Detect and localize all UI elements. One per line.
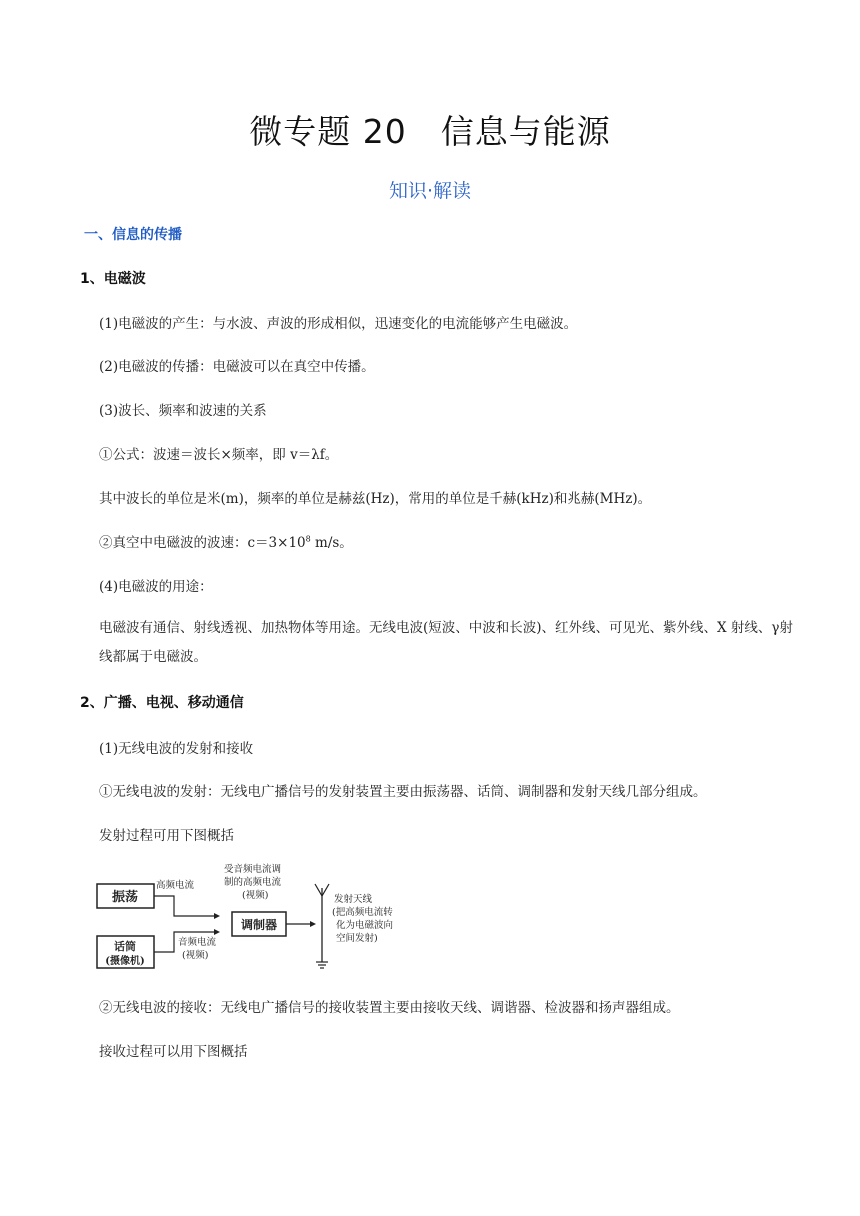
antenna-label-4: 空间发射) [336,933,378,944]
hf-connector [154,896,214,916]
paragraph: 其中波长的单位是米(m)，频率的单位是赫兹(Hz)，常用的单位是千赫(kHz)和兆赫(MHz)。 [99,491,652,507]
antenna-label-3: 化为电磁波向 [336,920,394,931]
paragraph: (4)电磁波的用途： [99,579,213,595]
page-subtitle: 知识·解读 [388,180,472,202]
arrow-icon [214,929,220,935]
paragraph: (2)电磁波的传播：电磁波可以在真空中传播。 [99,359,375,375]
exponent: 8 [305,534,311,544]
arrow-icon [214,913,220,919]
modulator-label: 调制器 [240,918,278,932]
paragraph: (1)无线电波的发射和接收 [99,741,254,757]
formula-paragraph: ①公式：波速＝波长×频率，即 v＝λf。 [99,447,339,463]
paragraph: 接收过程可以用下图概括 [99,1044,248,1060]
subsection-heading-broadcast: 2、广播、电视、移动通信 [80,695,244,711]
antenna-arm [315,884,322,896]
camera-label: (摄像机) [105,956,145,967]
page-title: 微专题 20 信息与能源 [249,112,611,151]
modulated-label-3: (视频) [242,890,269,901]
oscillator-label: 振荡 [111,890,139,905]
wave-speed-paragraph [99,531,353,551]
hf-current-label: 高频电流 [156,880,195,891]
paragraph: (1)电磁波的产生：与水波、声波的形成相似，迅速变化的电流能够产生电磁波。 [99,316,578,332]
antenna-label-1: 发射天线 [334,894,373,905]
section-heading-information: 一、信息的传播 [84,227,182,243]
af-current-label: 音频电流 [178,937,217,948]
arrow-icon [310,921,316,927]
antenna-label-2: (把高频电流转 [332,907,393,918]
subsection-heading-em-waves: 1、电磁波 [80,271,146,287]
paragraph: 发射过程可用下图概括 [99,828,234,844]
paragraph: (3)波长、频率和波速的关系 [99,403,267,419]
antenna-arm [322,884,329,896]
wave-speed-unit: m/s。 [310,535,353,551]
paragraph: ①无线电波的发射：无线电广播信号的发射装置主要由振荡器、话筒、调制器和发射天线几部分组成。 [99,784,707,800]
transmission-diagram [94,858,414,970]
wave-speed-text: ②真空中电磁波的波速：c＝3×10 [99,535,306,551]
modulated-label-1: 受音频电流调 [224,864,282,875]
modulated-label-2: 制的高频电流 [224,877,282,888]
paragraph: ②无线电波的接收：无线电广播信号的接收装置主要由接收天线、调谐器、检波器和扬声器组成。 [99,1000,680,1016]
af-video-label: (视频) [182,950,209,961]
microphone-label: 话筒 [114,940,136,953]
paragraph: 电磁波有通信、射线透视、加热物体等用途。无线电波(短波、中波和长波)、红外线、可见光、紫外线、X 射线、γ射线都属于电磁波。 [99,620,794,665]
